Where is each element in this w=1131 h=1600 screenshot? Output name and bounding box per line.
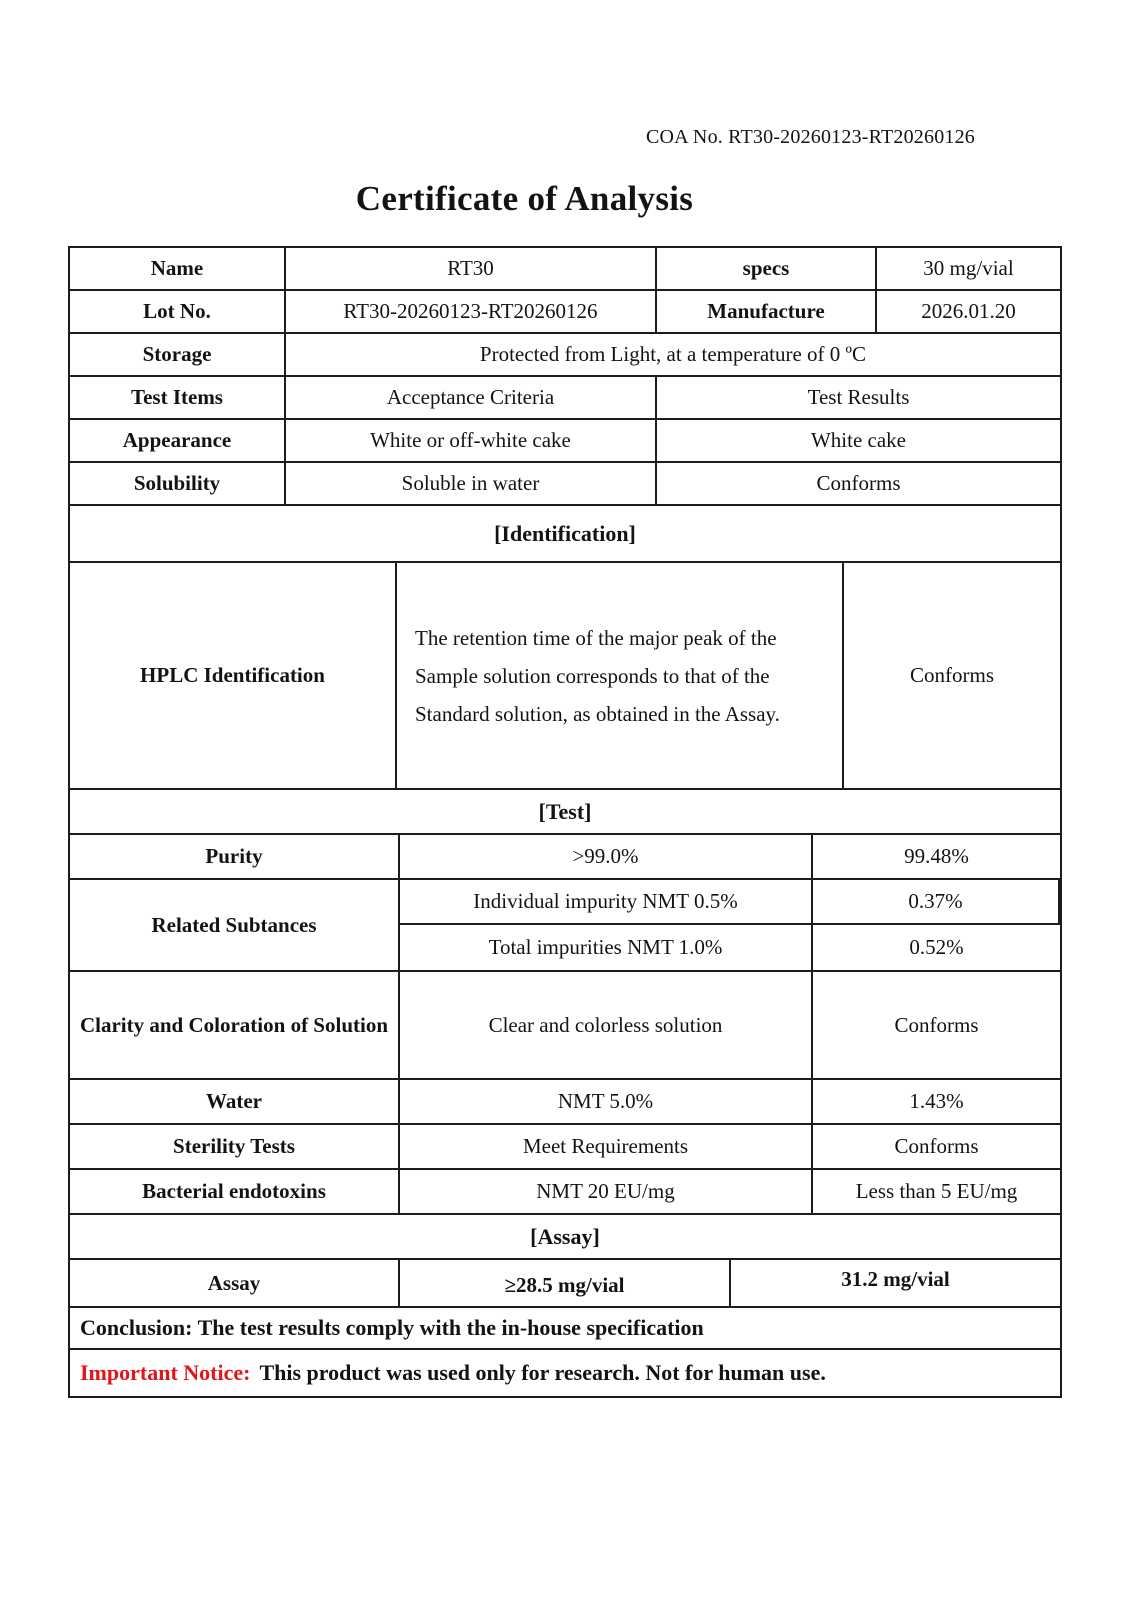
conclusion-text: Conclusion: The test results comply with the in-house specification: [80, 1315, 704, 1341]
specs-label: specs: [657, 248, 877, 289]
section-identification: [Identification]: [70, 506, 1060, 563]
assay-criteria: ≥28.5 mg/vial: [400, 1260, 731, 1306]
solubility-label: Solubility: [70, 463, 286, 504]
manufacture-label: Manufacture: [657, 291, 877, 332]
assay-result: 31.2 mg/vial: [841, 1267, 950, 1291]
lot-label: Lot No.: [70, 291, 286, 332]
row-clarity: [70, 972, 1060, 1080]
row-lot-manufacture: [70, 291, 1060, 334]
water-label: Water: [70, 1080, 400, 1123]
coa-number: COA No. RT30-20260123-RT20260126: [646, 126, 975, 148]
related-result-individual: 0.37%: [813, 880, 1060, 925]
sterility-result: Conforms: [894, 1134, 979, 1159]
assay-label: Assay: [70, 1260, 400, 1306]
acceptance-criteria-header: Acceptance Criteria: [286, 377, 657, 418]
water-criteria: NMT 5.0%: [400, 1080, 813, 1123]
related-criteria-total: Total impurities NMT 1.0%: [400, 925, 813, 970]
hplc-result: Conforms: [910, 663, 994, 688]
lot-value: RT30-20260123-RT20260126: [286, 291, 657, 332]
row-bacterial-endotoxins: [70, 1170, 1060, 1215]
clarity-result: Conforms: [894, 1012, 979, 1037]
row-assay: [70, 1260, 1060, 1308]
sterility-label: Sterility Tests: [70, 1125, 400, 1168]
related-result-total: 0.52%: [909, 935, 964, 960]
row-storage: [70, 334, 1060, 377]
clarity-label: Clarity and Coloration of Solution: [70, 972, 400, 1078]
row-important-notice: [70, 1350, 1060, 1396]
important-notice-prefix: Important Notice:: [80, 1360, 251, 1386]
purity-result: 99.48%: [904, 844, 969, 869]
solubility-result: Conforms: [816, 471, 901, 496]
appearance-result: White cake: [810, 428, 907, 453]
hplc-label: HPLC Identification: [70, 563, 397, 788]
row-conclusion: [70, 1308, 1060, 1350]
specs-value: 30 mg/vial: [923, 256, 1014, 281]
manufacture-value: 2026.01.20: [921, 299, 1016, 324]
important-notice: [70, 1350, 1060, 1396]
appearance-criteria: White or off-white cake: [286, 420, 657, 461]
hplc-criteria: The retention time of the major peak of the Sample solution corresponds to that of the Standard solution, as obtained in the Assay.: [397, 563, 844, 788]
solubility-criteria: Soluble in water: [286, 463, 657, 504]
related-label: Related Subtances: [70, 880, 400, 970]
row-hplc-identification: [70, 563, 1060, 790]
purity-criteria: >99.0%: [400, 835, 813, 878]
row-solubility: [70, 463, 1060, 506]
row-sterility: [70, 1125, 1060, 1170]
name-value: RT30: [286, 248, 657, 289]
storage-label: Storage: [70, 334, 286, 375]
row-water: [70, 1080, 1060, 1125]
section-test: [Test]: [70, 790, 1060, 835]
water-result: 1.43%: [909, 1089, 964, 1114]
important-notice-text: This product was used only for research. Not for human use.: [259, 1360, 826, 1386]
page-title: Certificate of Analysis: [355, 179, 694, 218]
row-column-headers: [70, 377, 1060, 420]
coa-table: [68, 246, 1062, 1398]
related-criteria-individual: Individual impurity NMT 0.5%: [400, 880, 813, 925]
bacterial-label: Bacterial endotoxins: [70, 1170, 400, 1213]
test-items-header: Test Items: [70, 377, 286, 418]
section-assay: [Assay]: [70, 1215, 1060, 1260]
row-name-specs: [70, 248, 1060, 291]
bacterial-result: Less than 5 EU/mg: [855, 1179, 1018, 1204]
row-appearance: [70, 420, 1060, 463]
appearance-label: Appearance: [70, 420, 286, 461]
clarity-criteria: Clear and colorless solution: [400, 972, 813, 1078]
storage-value: Protected from Light, at a temperature of 0 ºC: [479, 342, 867, 367]
sterility-criteria: Meet Requirements: [400, 1125, 813, 1168]
row-related-substances: [70, 880, 1060, 972]
row-purity: [70, 835, 1060, 880]
test-results-header: Test Results: [807, 385, 910, 410]
bacterial-criteria: NMT 20 EU/mg: [400, 1170, 813, 1213]
purity-label: Purity: [70, 835, 400, 878]
name-label: Name: [70, 248, 286, 289]
